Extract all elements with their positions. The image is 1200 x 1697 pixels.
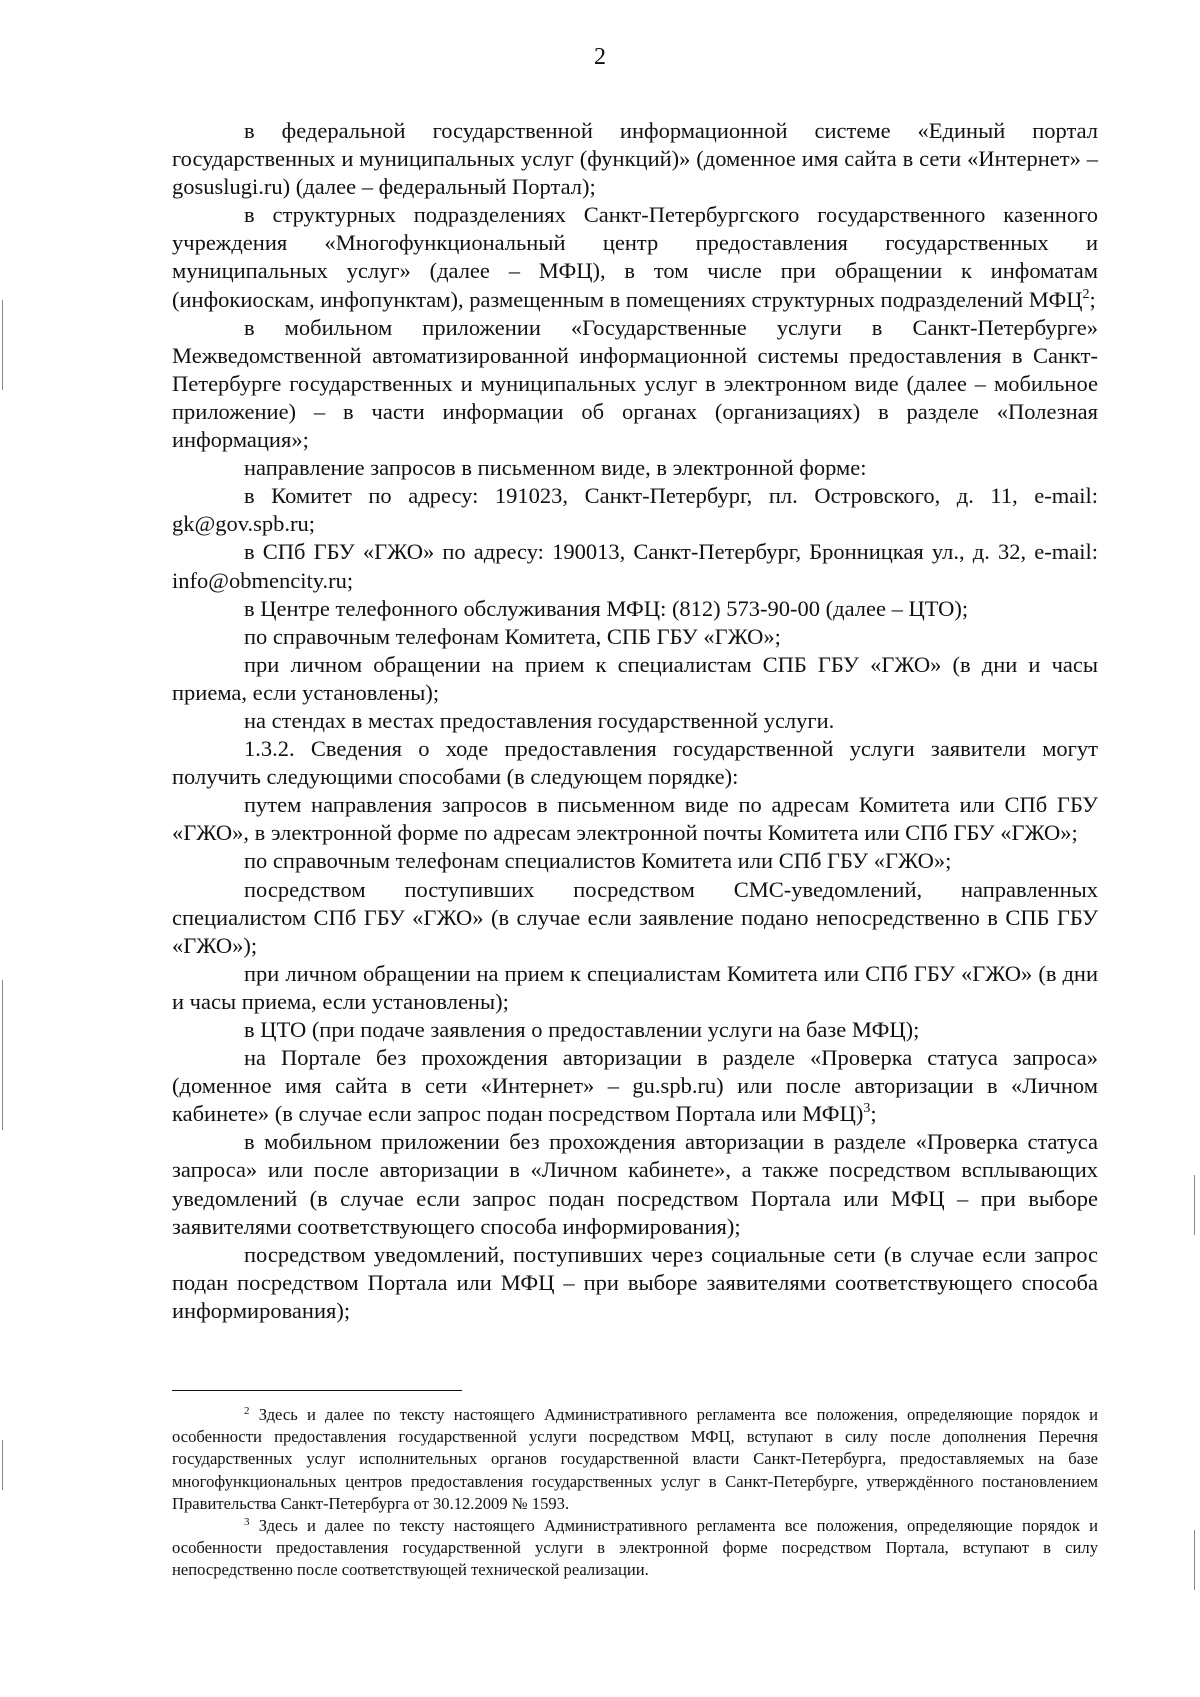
footnote-2	[172, 1404, 1098, 1515]
footnote-marker: 2	[244, 1405, 250, 1417]
paragraph-text: в Центре телефонного обслуживания МФЦ: (812) 573-90-00 (далее – ЦТО);	[244, 595, 969, 621]
paragraph-text: на Портале без прохождения авторизации в разделе «Проверка статуса запроса» (доменное имя сайта в сети «Интернет» – gu.spb.ru) или после авторизации в «Личном кабинете» (в случае если запрос подан посредством Портала или МФЦ)	[172, 1045, 1098, 1127]
paragraph-text: посредством уведомлений, поступивших через социальные сети (в случае если запрос подан посредством Портала или МФЦ – при выборе заявителями соответствующего способа информирования);	[172, 1241, 1098, 1323]
paragraph-text: в мобильном приложении «Государственные услуги в Санкт-Петербурге» Межведомственной автоматизированной информационной системы предоставления в Санкт-Петербурге государственных и муниципальных услуг в электронном виде (далее – мобильное приложение) – в части информации об органах (организациях) в разделе «Полезная информация»;	[172, 314, 1098, 453]
scan-artifact-right-2	[1194, 1530, 1195, 1590]
footnotes	[172, 1404, 1098, 1582]
paragraph-personal-visit	[172, 651, 1098, 707]
paragraph-text: 1.3.2. Сведения о ходе предоставления государственной услуги заявители могут получить следующими способами (в следующем порядке):	[172, 736, 1098, 790]
paragraph-text: по справочным телефонам специалистов Комитета или СПб ГБУ «ГЖО»;	[244, 848, 952, 874]
paragraph-portal-status	[172, 1044, 1098, 1128]
footnote-reference: 2	[1082, 286, 1090, 302]
page-number: 2	[594, 44, 606, 70]
paragraph-stands	[172, 707, 1098, 735]
paragraph-committee-address	[172, 482, 1098, 538]
paragraph-text: направление запросов в письменном виде, в электронной форме:	[244, 455, 867, 481]
paragraph-federal-portal	[172, 117, 1098, 201]
paragraph-written-requests	[172, 454, 1098, 482]
paragraph-mfc	[172, 201, 1098, 313]
footnote-marker: 3	[244, 1516, 250, 1529]
paragraph-punctuation: ;	[1089, 286, 1096, 312]
paragraph-personal-visit-committee	[172, 960, 1098, 1016]
footnote-reference: 3	[863, 1101, 871, 1117]
paragraph-reference-phones	[172, 623, 1098, 651]
scan-artifact-left-2	[2, 980, 3, 1130]
paragraph-specialist-phones	[172, 847, 1098, 875]
paragraph-written-status-requests	[172, 791, 1098, 847]
paragraph-gzho-address	[172, 538, 1098, 594]
paragraph-text: в СПб ГБУ «ГЖО» по адресу: 190013, Санкт-Петербург, Бронницкая ул., д. 32, e-mail: info@obmencity.ru;	[172, 539, 1098, 593]
footnote-text: Здесь и далее по тексту настоящего Административного регламента все положения, определяющие порядок и особенности предоставления государственной услуги в электронной форме посредством Портала, вступают в силу непосредственно после соответствующей технической реализации.	[172, 1516, 1098, 1580]
paragraph-text: при личном обращении на прием к специалистам СПБ ГБУ «ГЖО» (в дни и часы приема, если установлены);	[172, 651, 1098, 705]
body-text	[172, 117, 1098, 1325]
paragraph-cto	[172, 1016, 1098, 1044]
paragraph-text: в мобильном приложении без прохождения авторизации в разделе «Проверка статуса запроса» или после авторизации в «Личном кабинете», а также посредством всплывающих уведомлений (в случае если запрос подан посредством Портала или МФЦ – при выборе заявителями соответствующего способа информирования);	[172, 1129, 1098, 1239]
paragraph-text: при личном обращении на прием к специалистам Комитета или СПб ГБУ «ГЖО» (в дни и часы приема, если установлены);	[172, 960, 1098, 1014]
paragraph-text: в ЦТО (при подаче заявления о предоставлении услуги на базе МФЦ);	[244, 1017, 920, 1042]
paragraph-call-center	[172, 595, 1098, 623]
paragraph-text: в федеральной государственной информационной системе «Единый портал государственных и муниципальных услуг (функций)» (доменное имя сайта в сети «Интернет» – gosuslugi.ru) (далее – федеральный Портал);	[172, 118, 1098, 200]
footnote-separator	[172, 1390, 462, 1391]
paragraph-social-networks	[172, 1241, 1098, 1325]
paragraph-mobile-status	[172, 1128, 1098, 1240]
scan-artifact-right-1	[1194, 1175, 1195, 1235]
footnote-3	[172, 1515, 1098, 1582]
paragraph-mobile-app	[172, 314, 1098, 454]
scan-artifact-left-3	[2, 1440, 3, 1490]
paragraph-text: посредством поступивших посредством СМС-уведомлений, направленных специалистом СПб ГБУ «ГЖО» (в случае если заявление подано непосредственно в СПБ ГБУ «ГЖО»);	[172, 876, 1098, 958]
footnote-text: Здесь и далее по тексту настоящего Административного регламента все положения, определяющие порядок и особенности предоставления государственной услуги посредством МФЦ, вступают в силу после дополнения Перечня государственных услуг исполнительных органов государственной власти Санкт-Петербурга, предоставляемых на базе многофункциональных центров предоставления государственных услуг в Санкт-Петербурге, утверждённого постановлением Правительства Санкт-Петербурга от 30.12.2009 № 1593.	[172, 1405, 1098, 1513]
paragraph-text: на стендах в местах предоставления государственной услуги.	[244, 707, 835, 733]
scan-artifact-left-1	[2, 300, 3, 390]
paragraph-punctuation: ;	[870, 1101, 877, 1127]
paragraph-section-1-3-2	[172, 735, 1098, 791]
paragraph-text: по справочным телефонам Комитета, СПБ ГБУ «ГЖО»;	[244, 623, 781, 649]
paragraph-sms	[172, 876, 1098, 960]
paragraph-text: в структурных подразделениях Санкт-Петербургского государственного казенного учреждения «Многофункциональный центр предоставления государственных и муниципальных услуг» (далее – МФЦ), в том числе при обращении к инфоматам (инфокиоскам, инфопунктам), размещенным в помещениях структурных подразделений МФЦ	[172, 202, 1098, 312]
paragraph-text: путем направления запросов в письменном виде по адресам Комитета или СПб ГБУ «ГЖО», в электронной форме по адресам электронной почты Комитета или СПб ГБУ «ГЖО»;	[172, 792, 1098, 846]
paragraph-text: в Комитет по адресу: 191023, Санкт-Петербург, пл. Островского, д. 11, e-mail: gk@gov.spb.ru;	[172, 483, 1098, 537]
